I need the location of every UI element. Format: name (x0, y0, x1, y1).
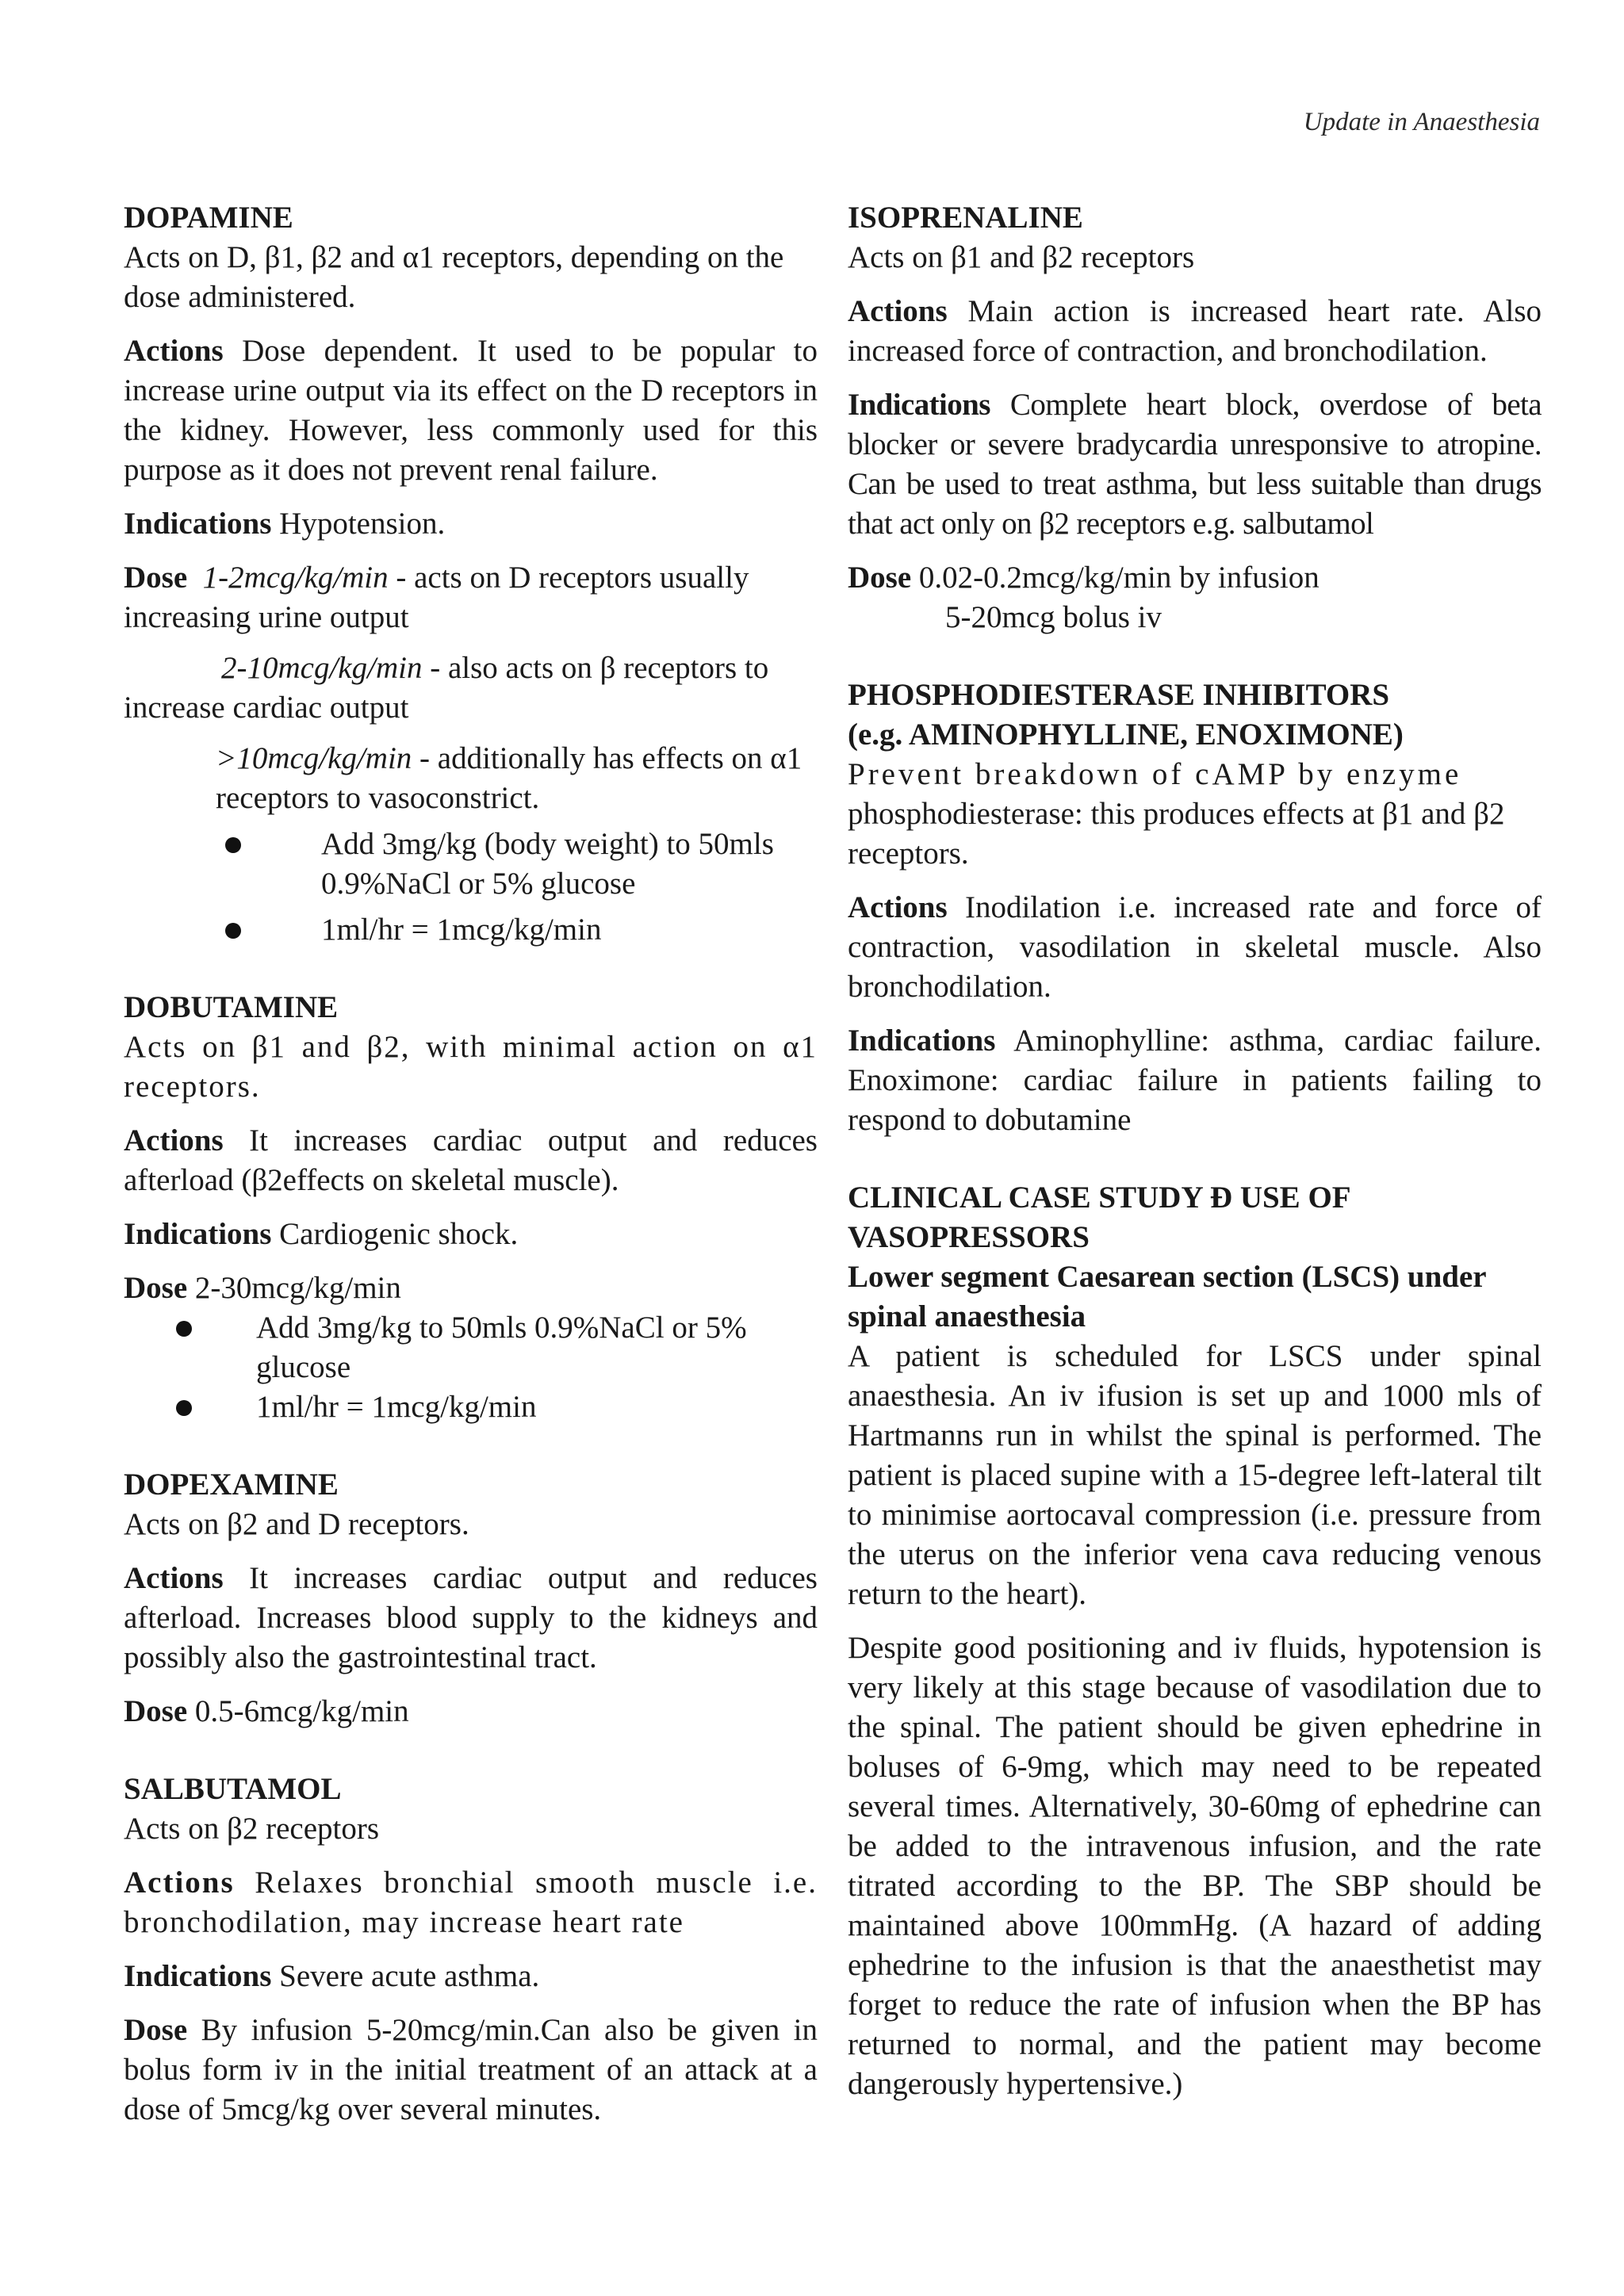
indications-text: Hypotension. (271, 507, 446, 541)
actions-paragraph (848, 888, 1542, 1007)
dose-label: Dose (124, 561, 188, 595)
dose-label: Dose (124, 2013, 188, 2047)
case-paragraph-1: A patient is scheduled for LSCS under spinal anaesthesia. An iv ifusion is set up and 1000 mls of Hartmanns run in whilst the spinal is performed. The patient is placed supine with a 15-degree left-lateral tilt to minimise aortocaval compression (i.e. pressure from the uterus on the inferior vena cava reducing venous return to the heart). (848, 1339, 1542, 1611)
dose-range-1-text: - acts on D receptors usually increasing urine output (124, 561, 749, 634)
dose-range-3-paragraph (124, 739, 818, 818)
receptor-intro: Acts on β2 receptors (124, 1812, 379, 1846)
receptor-intro: Acts on β2 and D receptors. (124, 1507, 469, 1541)
section-title: CLINICAL CASE STUDY Ð USE OF VASOPRESSORS (848, 1181, 1350, 1254)
right-column (848, 198, 1542, 2104)
section-dopamine (124, 198, 818, 950)
bullet-dot-icon (225, 837, 241, 853)
indications-text: Cardiogenic shock. (271, 1217, 519, 1251)
section-dopexamine (124, 1465, 818, 1732)
dose-label: Dose (124, 1694, 188, 1728)
actions-text: It increases cardiac output and reduces afterload (β2effects on skeletal muscle). (124, 1123, 818, 1197)
dose-range-2: 2-10mcg/kg/min (221, 651, 423, 685)
receptor-intro: Acts on β1 and β2, with minimal action on α1 receptors. (124, 1030, 818, 1104)
dose-range-1: 1-2mcg/kg/min (202, 561, 389, 595)
dose-label: Dose (848, 561, 912, 595)
running-header: Update in Anaesthesia (1303, 108, 1540, 136)
dose-text: 2-30mcg/kg/min (187, 1271, 401, 1305)
case-paragraph-2: Despite good positioning and iv fluids, hypotension is very likely at this stage because of vasodilation due to the spinal. The patient should be given ephedrine in boluses of 6-9mg, which may need to be repeated several times. Alternatively, 30-60mg of ephedrine can be added to the intravenous infusion, and the rate titrated according to the BP. The SBP should be maintained above 100mmHg. (A hazard of adding ephedrine to the infusion is that the anaesthetist may forget to reduce the rate of infusion when the BP has returned to normal, and the patient may become dangerously hypertensive.) (848, 1631, 1542, 2101)
mechanism-line-1: Prevent breakdown of cAMP by enzyme (848, 757, 1462, 791)
bullet-dot-icon (225, 923, 241, 939)
indications-text: Complete heart block, overdose of beta blocker or severe bradycardia unresponsive to atropine. Can be used to treat asthma, but less suitable than drugs that act only on β2 receptors e.g. salbutamol (848, 388, 1542, 541)
mechanism-rest: phosphodiesterase: this produces effects at β1 and β2 receptors. (848, 797, 1505, 871)
bullet-dot-icon (176, 1400, 192, 1416)
actions-paragraph (124, 1863, 818, 1942)
bullet-item: Add 3mg/kg to 50mls 0.9%NaCl or 5% glucose (124, 1308, 818, 1387)
actions-paragraph (124, 1559, 818, 1678)
indications-label: Indications (124, 1217, 272, 1251)
dose-text: By infusion 5-20mcg/min.Can also be given in bolus form iv in the initial treatment of an attack at a dose of 5mcg/kg over several minutes. (124, 2013, 818, 2126)
bullet-dot-icon (176, 1321, 192, 1337)
indications-paragraph (848, 385, 1542, 544)
dose-paragraph (124, 1692, 818, 1732)
indications-label: Indications (848, 388, 990, 422)
dose-range-2-cont: increase cardiac output (124, 691, 409, 725)
dose-paragraph (124, 558, 818, 637)
dose-paragraph (124, 2011, 818, 2130)
bullet-item: Add 3mg/kg (body weight) to 50mls 0.9%NaCl or 5% glucose (124, 825, 818, 904)
section-phosphodiesterase-inhibitors (848, 675, 1542, 1140)
actions-label: Actions (124, 1561, 224, 1595)
actions-label: Actions (124, 334, 224, 368)
section-title: DOPAMINE (124, 201, 293, 235)
section-title: DOBUTAMINE (124, 990, 339, 1024)
indications-label: Indications (124, 1959, 272, 1993)
actions-label: Actions (124, 1123, 224, 1158)
bullet-item: 1ml/hr = 1mcg/kg/min (124, 910, 818, 950)
section-title: DOPEXAMINE (124, 1468, 339, 1502)
actions-paragraph (124, 331, 818, 490)
dopamine-bullet-list (124, 825, 818, 950)
section-title: SALBUTAMOL (124, 1772, 342, 1806)
section-title: PHOSPHODIESTERASE INHIBITORS (848, 678, 1390, 712)
dose-range-2-text: - also acts on β receptors to (422, 651, 769, 685)
receptor-intro: Acts on β1 and β2 receptors (848, 240, 1195, 274)
actions-label: Actions (124, 1866, 235, 1900)
section-title: ISOPRENALINE (848, 201, 1083, 235)
dose-paragraph (124, 1269, 818, 1308)
dose-label: Dose (124, 1271, 188, 1305)
receptor-intro: Acts on D, β1, β2 and α1 receptors, depending on the dose administered. (124, 240, 784, 314)
indications-label: Indications (848, 1024, 996, 1058)
left-column (124, 198, 818, 2130)
section-salbutamol (124, 1770, 818, 2130)
dose-paragraph (848, 558, 1542, 637)
actions-text: It increases cardiac output and reduces afterload. Increases blood supply to the kidneys and possibly also the gastrointestinal tract. (124, 1561, 818, 1674)
indications-paragraph (124, 504, 818, 544)
indications-paragraph (848, 1021, 1542, 1140)
case-subtitle: Lower segment Caesarean section (LSCS) under spinal anaesthesia (848, 1260, 1486, 1334)
indications-paragraph (124, 1215, 818, 1254)
actions-text: Dose dependent. It used to be popular to increase urine output via its effect on the D receptors in the kidney. However, less commonly used for this purpose as it does not prevent renal failure. (124, 334, 818, 487)
dose-text: 0.02-0.2mcg/kg/min by infusion (911, 561, 1320, 595)
actions-paragraph (124, 1121, 818, 1200)
actions-text: Main action is increased heart rate. Also increased force of contraction, and bronchodilation. (848, 294, 1542, 368)
indications-paragraph (124, 1957, 818, 1996)
actions-paragraph (848, 292, 1542, 371)
section-isoprenaline (848, 198, 1542, 637)
dose-range-2-paragraph (124, 649, 818, 728)
section-dobutamine (124, 988, 818, 1427)
dose-bolus-text: 5-20mcg bolus iv (945, 600, 1162, 634)
indications-text: Severe acute asthma. (271, 1959, 540, 1993)
section-clinical-case-study (848, 1178, 1542, 2104)
dose-range-3-text: - additionally has effects on α1 receptors to vasoconstrict. (216, 741, 802, 815)
dose-range-3: >10mcg/kg/min (216, 741, 412, 775)
section-subtitle: (e.g. AMINOPHYLLINE, ENOXIMONE) (848, 718, 1404, 752)
bullet-item: 1ml/hr = 1mcg/kg/min (124, 1387, 818, 1427)
dose-text: 0.5-6mcg/kg/min (187, 1694, 409, 1728)
actions-text: Inodilation i.e. increased rate and force of contraction, vasodilation in skeletal muscle. Also bronchodilation. (848, 890, 1542, 1004)
actions-text: Relaxes bronchial smooth muscle i.e. bronchodilation, may increase heart rate (124, 1866, 818, 1939)
dobutamine-bullet-list (124, 1308, 818, 1427)
mechanism-paragraph (848, 755, 1542, 874)
indications-text: Aminophylline: asthma, cardiac failure. Enoximone: cardiac failure in patients failing to respond to dobutamine (848, 1024, 1542, 1137)
indications-label: Indications (124, 507, 272, 541)
actions-label: Actions (848, 890, 948, 924)
actions-label: Actions (848, 294, 948, 328)
